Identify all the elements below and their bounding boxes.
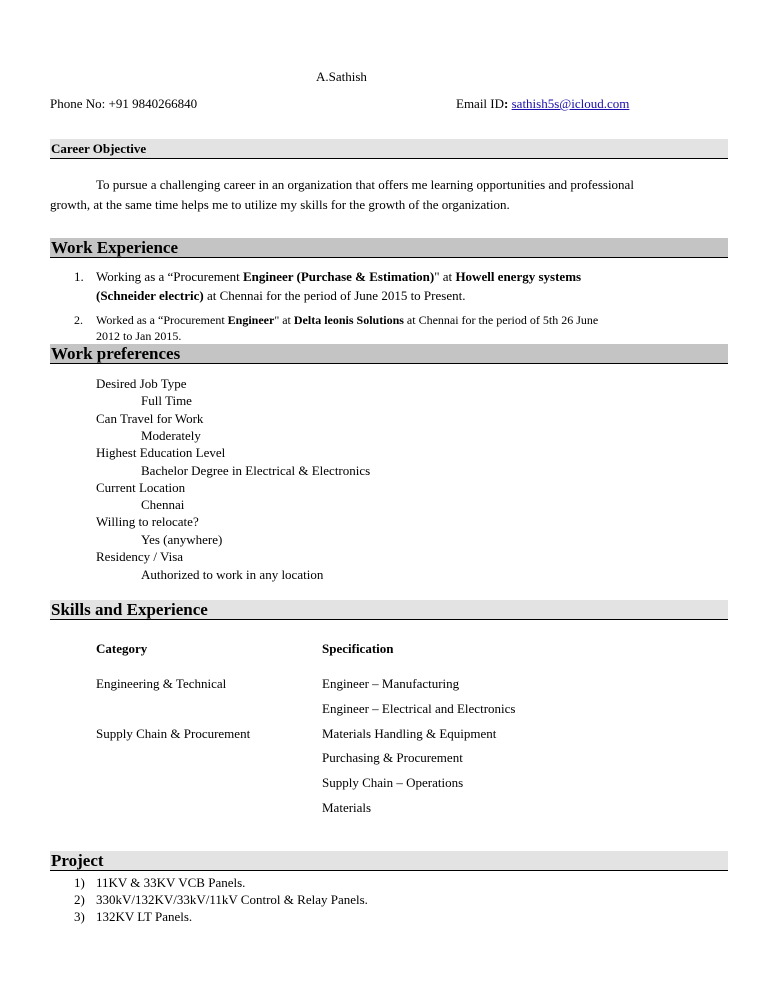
skills-header [50, 600, 728, 620]
work-item-number: 1. [74, 269, 84, 284]
project-item-number: 3) [74, 909, 85, 924]
pref-value: Chennai [141, 497, 185, 512]
work-item-2-at: " at [274, 313, 294, 327]
skills-col-specification: Specification [322, 641, 394, 656]
pref-label: Desired Job Type [96, 376, 187, 391]
phone-number: Phone No: +91 9840266840 [50, 96, 198, 111]
project-item-number: 1) [74, 875, 85, 890]
pref-value: Full Time [141, 393, 192, 408]
skills-spec: Engineer – Electrical and Electronics [322, 701, 516, 716]
work-item-1-at: " at [434, 269, 456, 284]
skills-spec: Supply Chain – Operations [322, 775, 464, 790]
pref-label: Willing to relocate? [96, 514, 199, 529]
work-item-number: 2. [74, 313, 83, 327]
work-item-1-line-1 [96, 269, 581, 285]
skills-spec: Engineer – Manufacturing [322, 676, 460, 691]
work-item-2-line-2: 2012 to Jan 2015. [96, 329, 182, 343]
candidate-name: A.Sathish [316, 69, 367, 84]
pref-label: Current Location [96, 480, 186, 495]
project-item: 330kV/132KV/33kV/11kV Control & Relay Panels. [96, 892, 368, 907]
work-item-1-period: at Chennai for the period of June 2015 to Present. [203, 288, 466, 303]
work-item-2-company: Delta leonis Solutions [293, 313, 404, 327]
career-objective-header [50, 139, 728, 159]
project-title: Project [51, 851, 104, 870]
skills-category: Engineering & Technical [96, 676, 227, 691]
skills-category: Supply Chain & Procurement [96, 726, 251, 741]
project-item: 132KV LT Panels. [96, 909, 193, 924]
pref-value: Yes (anywhere) [141, 532, 223, 547]
pref-label: Highest Education Level [96, 445, 226, 460]
project-item-number: 2) [74, 892, 85, 907]
email-label: Email ID [456, 96, 505, 111]
work-preferences-title: Work preferences [51, 344, 181, 363]
work-item-1-company-2: (Schneider electric) [96, 288, 204, 303]
pref-label: Residency / Visa [96, 549, 184, 564]
pref-label: Can Travel for Work [96, 411, 204, 426]
work-item-2-line-1 [96, 313, 598, 328]
work-item-1-company: Howell energy systems [455, 269, 582, 284]
work-experience-title: Work Experience [51, 238, 179, 257]
email-colon: : [504, 96, 509, 111]
work-experience-header [50, 238, 728, 258]
skills-col-category: Category [96, 641, 148, 656]
work-preferences-header [50, 344, 728, 364]
project-item: 11KV & 33KV VCB Panels. [96, 875, 246, 890]
work-item-2-period: at Chennai for the period of 5th 26 June [403, 313, 599, 327]
email-row [456, 96, 629, 112]
pref-value: Authorized to work in any location [141, 567, 324, 582]
skills-spec: Materials Handling & Equipment [322, 726, 497, 741]
skills-title: Skills and Experience [51, 600, 208, 619]
career-objective-line-2: growth, at the same time helps me to utilize my skills for the growth of the organization. [50, 197, 510, 212]
email-link[interactable]: sathish5s@icloud.com [511, 96, 630, 111]
pref-value: Moderately [141, 428, 201, 443]
pref-value: Bachelor Degree in Electrical & Electronics [141, 463, 371, 478]
career-objective-line-1: To pursue a challenging career in an organization that offers me learning opportunities and professional [96, 177, 634, 192]
skills-spec: Purchasing & Procurement [322, 750, 463, 765]
work-item-1-role: Engineer (Purchase & Estimation) [242, 269, 435, 284]
work-item-1-line-2 [96, 288, 465, 304]
career-objective-title: Career Objective [51, 141, 147, 156]
project-header [50, 851, 728, 871]
work-item-2-text: Worked as a “Procurement [96, 313, 228, 327]
work-item-2-role: Engineer [227, 313, 275, 327]
skills-spec: Materials [322, 800, 372, 815]
work-item-1-text: Working as a “Procurement [96, 269, 243, 284]
